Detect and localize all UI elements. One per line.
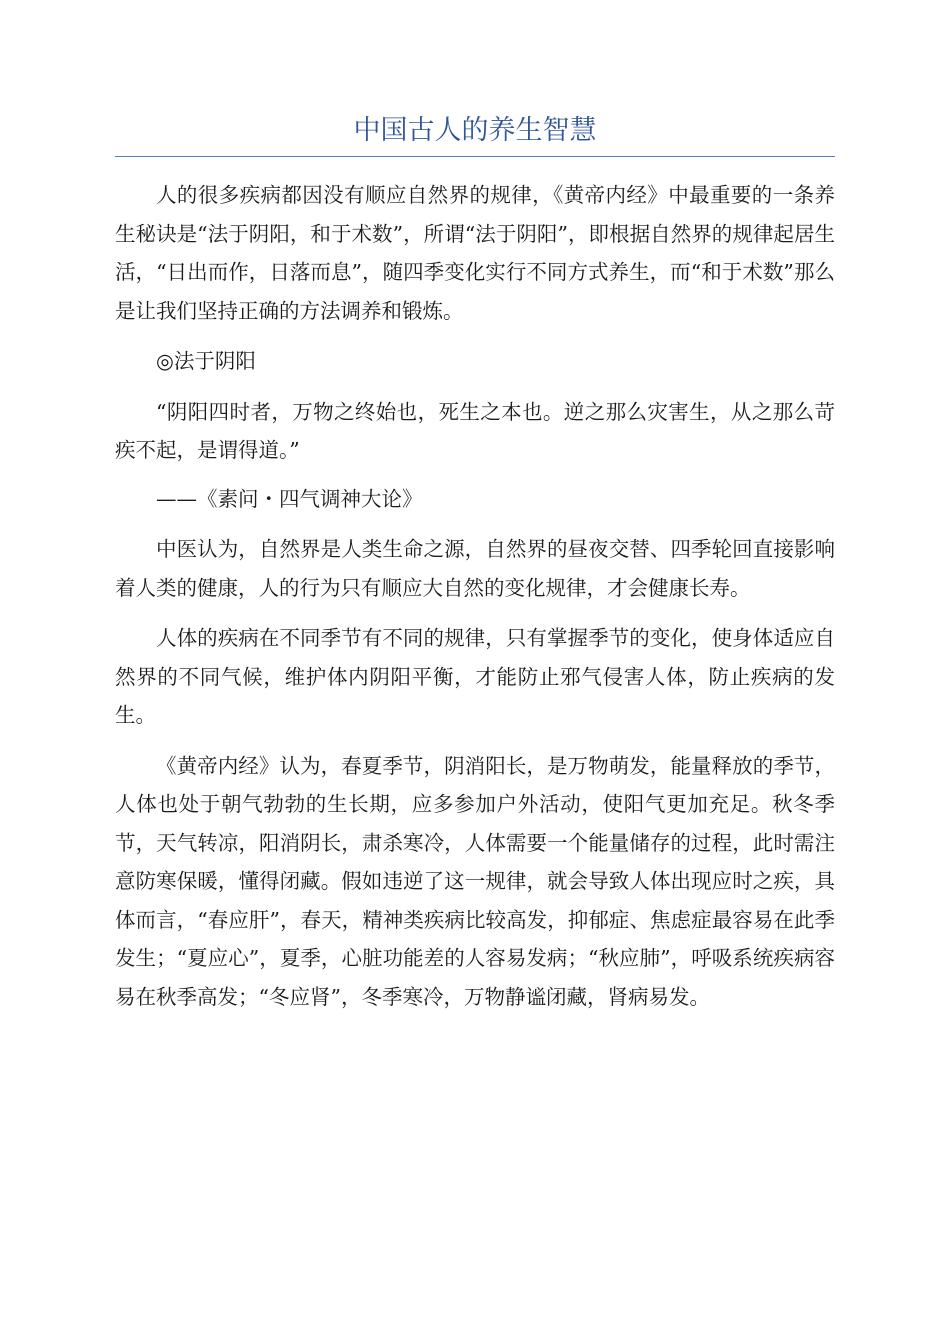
paragraph-intro: 人的很多疾病都因没有顺应自然界的规律，《黄帝内经》中最重要的一条养生秘诀是“法于阴阳，和于术数”，所谓“法于阴阳”，即根据自然界的规律起居生活，“日出而作，日落而息”，随四季变化实行不同方式养生，而“和于术数”那么是让我们坚持正确的方法调养和锻炼。 xyxy=(115,183,835,323)
paragraph-seasons-organs: 《黄帝内经》认为，春夏季节，阴消阳长，是万物萌发，能量释放的季节，人体也处于朝气勃勃的生长期，应多参加户外活动，使阳气更加充足。秋冬季节，天气转凉，阳消阴长，肃杀寒冷，人体需要一个能量储存的过程，此时需注意防寒保暖，懂得闭藏。假如违逆了这一规律，就会导致人体出现应时之疾，具体而言，“春应肝”，春天，精神类疾病比较高发，抑郁症、焦虑症最容易在此季发生；“夏应心”，夏季，心脏功能差的人容易发病；“秋应肺”，呼吸系统疾病容易在秋季高发；“冬应肾”，冬季寒冷，万物静谧闭藏，肾病易发。 xyxy=(115,753,835,1009)
title-block xyxy=(115,112,835,157)
document-body xyxy=(115,176,835,1016)
quotation-source: ——《素问・四气调神大论》 xyxy=(156,486,423,511)
quotation: “阴阳四时者，万物之终始也，死生之本也。逆之那么灾害生，从之那么苛疾不起，是谓得道。” xyxy=(115,399,835,462)
paragraph-seasonal-disease: 人体的疾病在不同季节有不同的规律，只有掌握季节的变化，使身体适应自然界的不同气候，维护体内阴阳平衡，才能防止邪气侵害人体，防止疾病的发生。 xyxy=(115,626,835,727)
section-heading: ◎法于阴阳 xyxy=(156,349,256,373)
document-title: 中国古人的养生智慧 xyxy=(353,115,597,146)
paragraph-tcm-view: 中医认为，自然界是人类生命之源，自然界的昼夜交替、四季轮回直接影响着人类的健康，人的行为只有顺应大自然的变化规律，才会健康长寿。 xyxy=(115,537,835,600)
